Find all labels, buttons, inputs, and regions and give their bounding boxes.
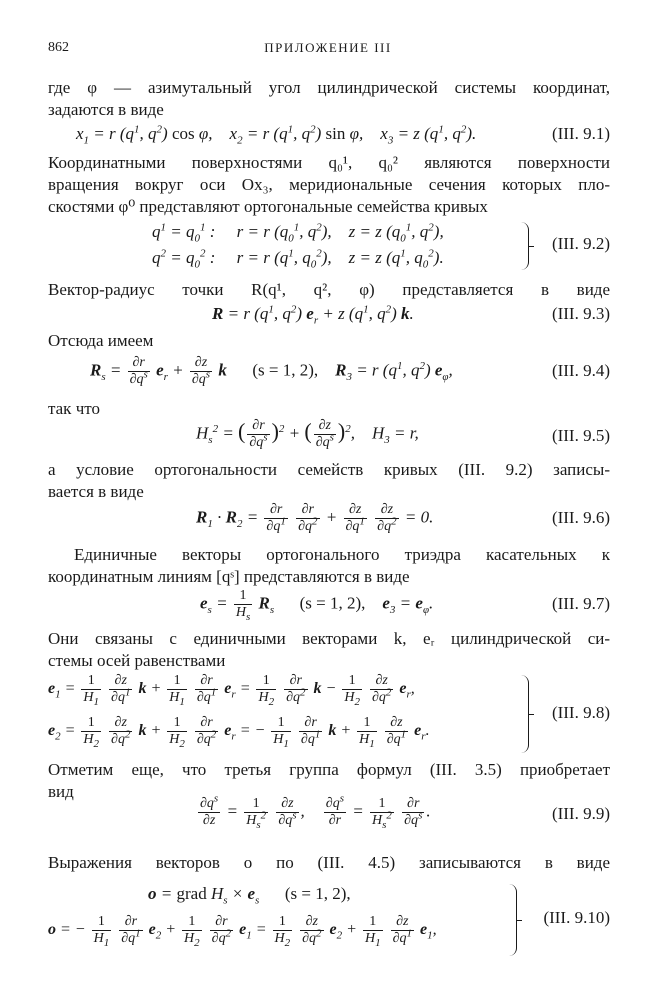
equation-III-9-7: $e_s$ = $\frac{1}{H_s}$ $R_s$ (s = 1, 2), $e_3 = e_\varphi$. (III. 9.7) xyxy=(200,588,610,623)
equation-number: (III. 9.10) xyxy=(543,908,610,927)
equation-number: (III. 9.5) xyxy=(551,426,610,445)
equation-III-9-1: $x_1 = r$ ($q^1$, $q^2$) cos φ, $x_2 = r$ ($q^1$, $q^2$) sin φ, $x_3 = z$ ($q^1$, $q^2$). (III. 9.1) xyxy=(76,123,610,147)
page-header xyxy=(48,40,608,60)
paragraph-line: Отсюда имеем xyxy=(48,331,154,350)
equation-number: (III. 9.6) xyxy=(551,508,610,527)
right-brace xyxy=(508,884,517,956)
equation-number: (III. 9.4) xyxy=(551,361,610,380)
paragraph-line: стемы осей равенствами xyxy=(48,651,226,670)
paragraph-line: Они связаны с единичными векторами k, eᵣ цилиндрической си- xyxy=(48,629,610,648)
equation-number: (III. 9.9) xyxy=(551,804,610,823)
paragraph-line: координатным линиям [qˢ] представляются в виде xyxy=(48,567,410,586)
equation-III-9-4: $R_s$ = $\frac{\partial r}{\partial q^s}$ $e_r$ + $\frac{\partial z}{\partial q^s}$ k (s = 1, 2), $R_3 = r$ ($q^1$, $q^2$) $e_\varphi$, (III. 9.4) xyxy=(90,355,610,387)
equation-III-9-9: $\frac{\partial q^s}{\partial z}$ = $\frac{1}{H_s^2}$ $\frac{\partial z}{\partial q^s}$ , $\frac{\partial q^s}{\partial r}$ = $\frac{1}{H_s^2}$ $\frac{\partial r}{\partial q^s}$ . (III. 9.9) xyxy=(200,792,610,831)
equation-III-9-8: $e_1$ = $\frac{1}{H_1}$ $\frac{\partial z}{\partial q^1}$ k + $\frac{1}{H_1}$ $\frac{\partial r}{\partial q^1}$ $e_r$ = $\frac{1}{H_2}$ $\frac{\partial r}{\partial q^2}$ k − $\frac{1}{H_2}$ $\frac{\partial z}{\partial q^2}$ $e_r$, $e_2$ = $\frac{1}{H_2}$ $\frac{\partial z}{\partial q^2}$ k + $\frac{1}{H_2}$ $\frac{\partial r}{\partial q^2}$ $e_r$ = − $\frac{1}{H_1}$ $\frac{\partial r}{\partial q^1}$ k + $\frac{1}{H_1}$ $\frac{\partial z}{\partial q^1}$ $e_r$. (III. 9.8) xyxy=(48,671,610,757)
paragraph-line: Единичные векторы ортогонального триэдра касательных к xyxy=(74,545,610,564)
paragraph-line: Выражения векторов o по (III. 4.5) записываются в виде xyxy=(48,853,610,872)
equation-III-9-5: $H_s^2$ = ( $\frac{\partial r}{\partial q^s}$ )$^2$ + ( $\frac{\partial z}{\partial q^s}$ )$^2$, $H_3 = r$, (III. 9.5) xyxy=(196,418,610,450)
equation-number: (III. 9.1) xyxy=(551,124,610,143)
equation-number: (III. 9.7) xyxy=(551,594,610,613)
paragraph-line: вид xyxy=(48,782,74,801)
paragraph-line: скостями φ⁰ представляют ортогональные семейства кривых xyxy=(48,197,488,216)
paragraph-line: Вектор-радиус точки R(q¹, q², φ) представляется в виде xyxy=(48,280,610,299)
equation-III-9-6: $R_1 \cdot R_2$ = $\frac{\partial r}{\partial q^1}$ $\frac{\partial r}{\partial q^2}$ + $\frac{\partial z}{\partial q^1}$ $\frac{\partial z}{\partial q^2}$ = 0. (III. 9.6) xyxy=(196,502,610,534)
running-title: ПРИЛОЖЕНИЕ III xyxy=(264,40,392,55)
equation-III-9-10: o = grad $H_s \times e_s$ (s = 1, 2), o = − $\frac{1}{H_1}$ $\frac{\partial r}{\partial q^1}$ $e_2$ + $\frac{1}{H_2}$ $\frac{\partial r}{\partial q^2}$ $e_1$ = $\frac{1}{H_2}$ $\frac{\partial z}{\partial q^2}$ $e_2$ + $\frac{1}{H_1}$ $\frac{\partial z}{\partial q^1}$ $e_1$, (III. 9.10) xyxy=(48,880,610,960)
equation-III-9-2: $q^1 = q_0^1$ : r = r ($q_0^1$, $q^2$), z = z ($q_0^1$, $q^2$), $q^2 = q_0^2$ : r = r ($q^1$, $q_0^2$), z = z ($q^1$, $q_0^2$). (III. 9.2) xyxy=(152,221,610,271)
page-number: 862 xyxy=(48,40,69,55)
paragraph-line: Отметим еще, что третья группа формул (III. 3.5) приобретает xyxy=(48,760,610,779)
paragraph-line: задаются в виде xyxy=(48,100,164,119)
right-brace xyxy=(520,675,529,753)
equation-III-9-3: R = r ($q^1$, $q^2$) $e_r + z$ ($q^1$, $q^2$) k. (III. 9.3) xyxy=(212,303,610,327)
paragraph-line: где φ — азимутальный угол цилиндрической системы координат, xyxy=(48,78,610,97)
paragraph-line: Координатными поверхностями q₀¹, q₀² являются поверхности xyxy=(48,153,610,172)
paragraph-line: вращения вокруг оси Ox₃, меридиональные сечения которых пло- xyxy=(48,175,610,194)
paragraph-line: а условие ортогональности семейств кривых (III. 9.2) записы- xyxy=(48,460,610,479)
equation-number: (III. 9.2) xyxy=(551,234,610,253)
equation-number: (III. 9.8) xyxy=(551,703,610,722)
equation-number: (III. 9.3) xyxy=(551,304,610,323)
paragraph-line: так что xyxy=(48,399,100,418)
paragraph-line: вается в виде xyxy=(48,482,144,501)
right-brace xyxy=(520,222,529,270)
